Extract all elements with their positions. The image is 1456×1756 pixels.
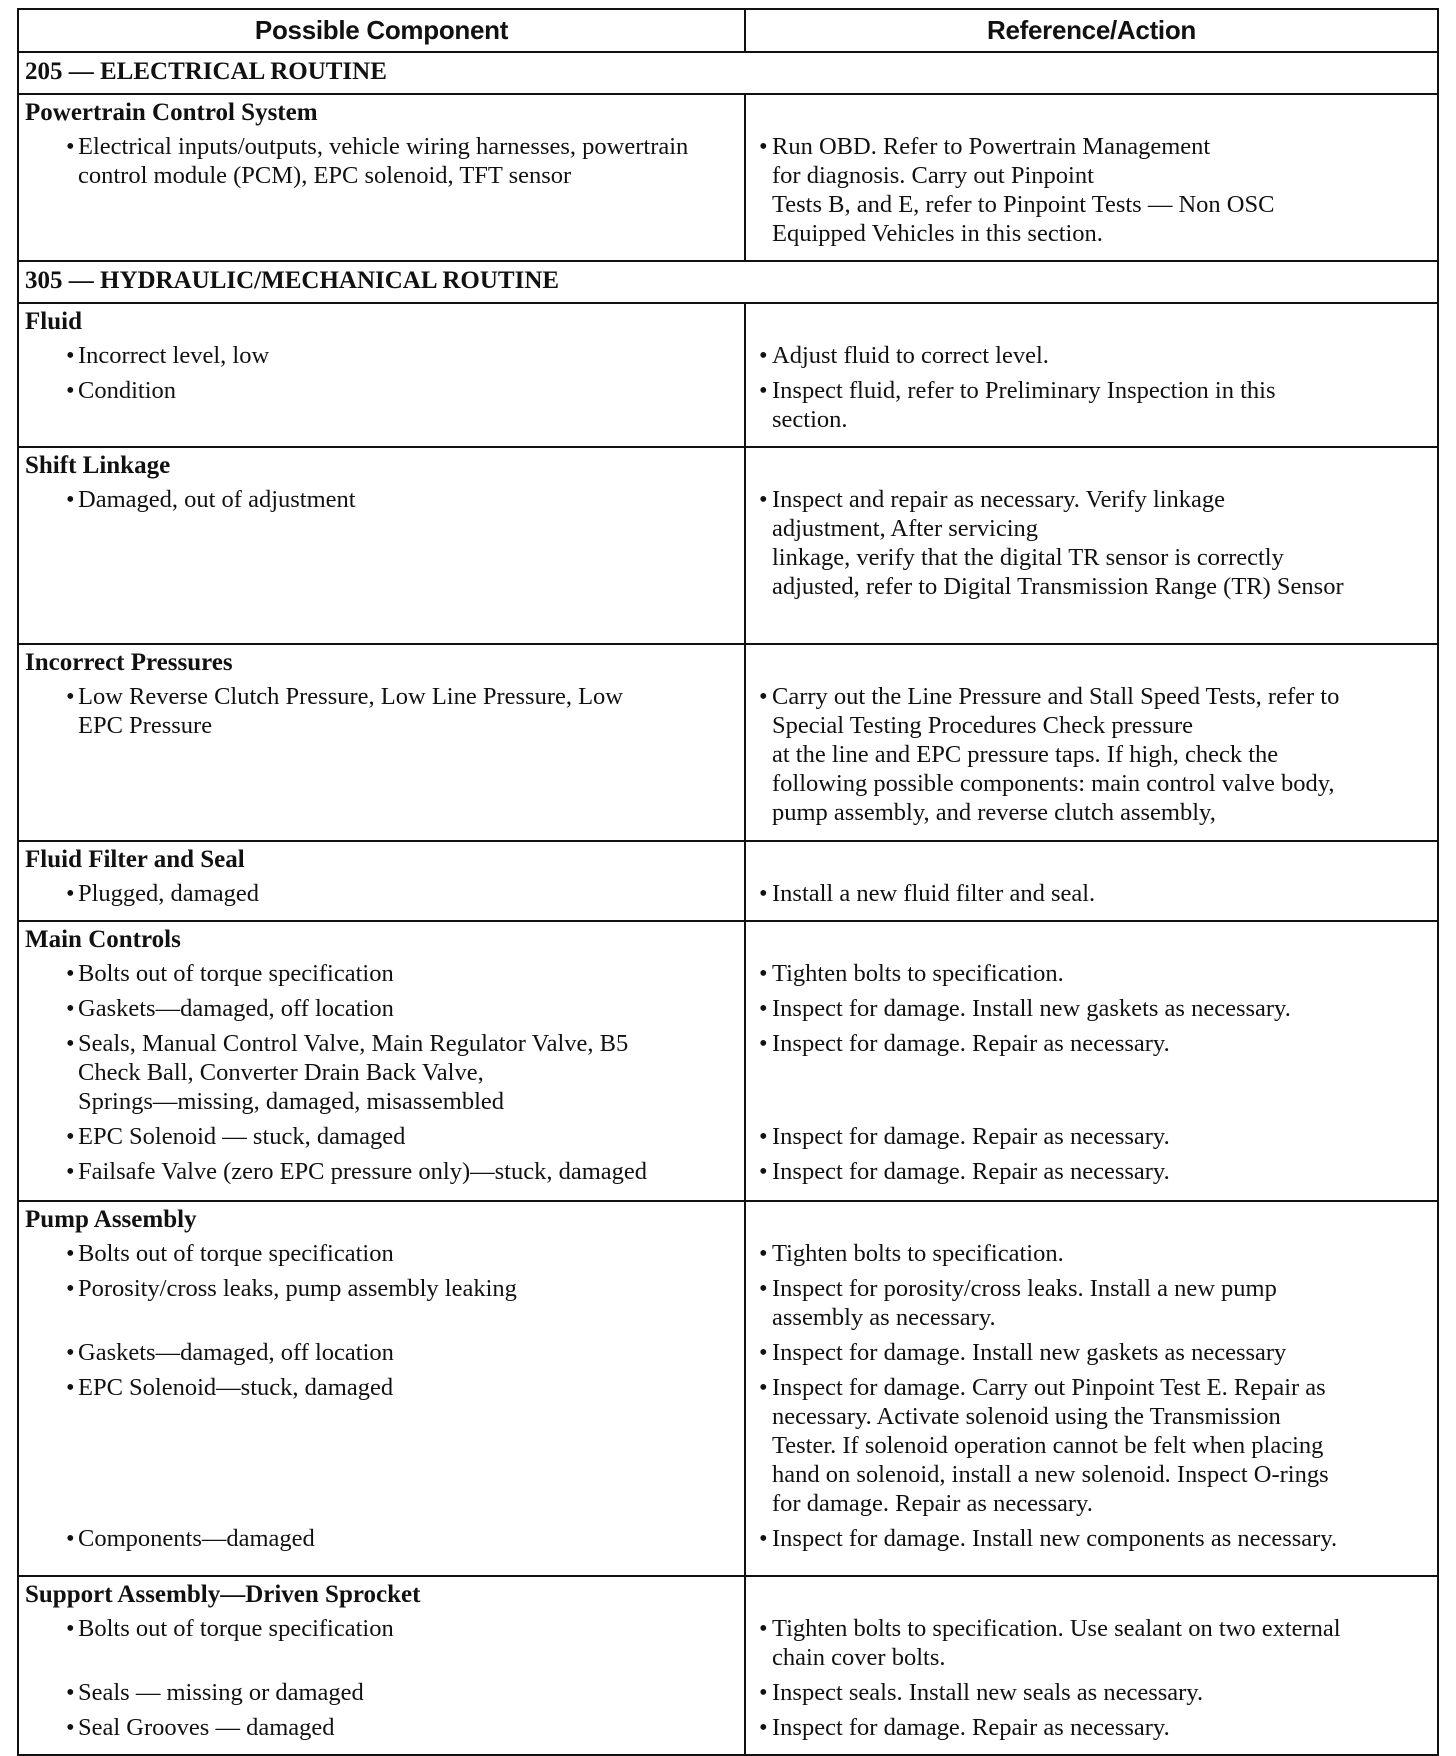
action-item: • Inspect for damage. Install new gaskets as necessary. bbox=[756, 994, 1429, 1023]
action-item: • Inspect fluid, refer to Preliminary Inspection in this section. bbox=[756, 376, 1429, 434]
action-item: • Inspect for damage. Repair as necessary. bbox=[756, 1029, 1429, 1058]
routine-row-305 bbox=[18, 261, 1438, 303]
component-item: • Gaskets—damaged, off location bbox=[25, 1338, 738, 1367]
action-item: • Run OBD. Refer to Powertrain Management for diagnosis. Carry out Pinpoint Tests B, and E, refer to Pinpoint Tests — Non OSC Equipped Vehicles in this section. bbox=[756, 132, 1429, 248]
column-header-reference: Reference/Action bbox=[745, 9, 1438, 52]
table-row bbox=[18, 841, 1438, 921]
action-item: • Inspect and repair as necessary. Verify linkage adjustment, After servicing linkage, verify that the digital TR sensor is correctly adjusted, refer to Digital Transmission Range (TR) Sensor bbox=[756, 485, 1429, 601]
table-row bbox=[18, 447, 1438, 644]
component-title: Incorrect Pressures bbox=[25, 649, 233, 676]
component-item: • Low Reverse Clutch Pressure, Low Line Pressure, Low EPC Pressure bbox=[25, 682, 738, 740]
routine-heading: 205 — ELECTRICAL ROUTINE bbox=[18, 52, 1438, 94]
component-item: • EPC Solenoid — stuck, damaged bbox=[25, 1122, 738, 1151]
diagnosis-table bbox=[17, 8, 1439, 1756]
action-item: • Inspect for damage. Repair as necessary. bbox=[756, 1122, 1429, 1151]
component-item: • Components—damaged bbox=[25, 1524, 738, 1553]
table-row bbox=[18, 94, 1438, 261]
component-cell bbox=[18, 1576, 745, 1755]
action-item: • Tighten bolts to specification. bbox=[756, 959, 1429, 988]
component-item: • Gaskets—damaged, off location bbox=[25, 994, 738, 1023]
table-row bbox=[18, 1576, 1438, 1755]
action-cell bbox=[745, 1201, 1438, 1576]
table-row bbox=[18, 644, 1438, 841]
action-cell bbox=[745, 303, 1438, 447]
component-item: • Seals, Manual Control Valve, Main Regulator Valve, B5 Check Ball, Converter Drain Back Valve, Springs—missing, damaged, misassembled bbox=[25, 1029, 738, 1116]
component-cell bbox=[18, 447, 745, 644]
routine-heading: 305 — HYDRAULIC/MECHANICAL ROUTINE bbox=[18, 261, 1438, 303]
component-title: Pump Assembly bbox=[25, 1206, 197, 1233]
component-title: Fluid Filter and Seal bbox=[25, 846, 245, 873]
component-item: • Seals — missing or damaged bbox=[25, 1678, 738, 1707]
action-item: • Carry out the Line Pressure and Stall Speed Tests, refer to Special Testing Procedures Check pressure at the line and EPC pressure taps. If high, check the following possible components: main control valve body, pump assembly, and reverse clutch assembly, bbox=[756, 682, 1429, 827]
action-item: • Adjust fluid to correct level. bbox=[756, 341, 1429, 370]
action-item: • Inspect for porosity/cross leaks. Install a new pump assembly as necessary. bbox=[756, 1274, 1429, 1332]
component-item: • Bolts out of torque specification bbox=[25, 959, 738, 988]
action-item: • Tighten bolts to specification. Use sealant on two external chain cover bolts. bbox=[756, 1614, 1429, 1672]
component-item: • Bolts out of torque specification bbox=[25, 1614, 738, 1643]
component-item: • Bolts out of torque specification bbox=[25, 1239, 738, 1268]
action-cell bbox=[745, 447, 1438, 644]
action-item: • Inspect for damage. Repair as necessary. bbox=[756, 1157, 1429, 1186]
action-cell bbox=[745, 644, 1438, 841]
component-title: Shift Linkage bbox=[25, 452, 171, 479]
routine-row-205 bbox=[18, 52, 1438, 94]
action-item: • Inspect seals. Install new seals as necessary. bbox=[756, 1678, 1429, 1707]
component-cell bbox=[18, 841, 745, 921]
component-cell bbox=[18, 644, 745, 841]
action-item: • Inspect for damage. Install new gaskets as necessary bbox=[756, 1338, 1429, 1367]
component-title: Powertrain Control System bbox=[25, 99, 318, 126]
component-item: • Damaged, out of adjustment bbox=[25, 485, 738, 514]
action-cell bbox=[745, 1576, 1438, 1755]
component-item: • Seal Grooves — damaged bbox=[25, 1713, 738, 1742]
table-row bbox=[18, 1201, 1438, 1576]
action-item: • Inspect for damage. Carry out Pinpoint Test E. Repair as necessary. Activate solenoid using the Transmission Tester. If solenoid operation cannot be felt when placing hand on solenoid, install a new solenoid. Inspect O-rings for damage. Repair as necessary. bbox=[756, 1373, 1429, 1518]
action-item: • Inspect for damage. Install new components as necessary. bbox=[756, 1524, 1429, 1553]
component-item: • Electrical inputs/outputs, vehicle wiring harnesses, powertrain control module (PCM), EPC solenoid, TFT sensor bbox=[25, 132, 738, 190]
component-cell bbox=[18, 921, 745, 1201]
component-cell bbox=[18, 94, 745, 261]
column-header-component: Possible Component bbox=[18, 9, 745, 52]
component-item: • Condition bbox=[25, 376, 738, 405]
component-title: Support Assembly—Driven Sprocket bbox=[25, 1581, 421, 1608]
action-cell bbox=[745, 841, 1438, 921]
component-item: • Failsafe Valve (zero EPC pressure only)—stuck, damaged bbox=[25, 1157, 738, 1186]
component-title: Fluid bbox=[25, 308, 82, 335]
action-item: • Install a new fluid filter and seal. bbox=[756, 879, 1429, 908]
action-item: • Inspect for damage. Repair as necessary. bbox=[756, 1713, 1429, 1742]
action-cell bbox=[745, 94, 1438, 261]
table-header-row bbox=[18, 9, 1438, 52]
table-row bbox=[18, 303, 1438, 447]
component-cell bbox=[18, 1201, 745, 1576]
component-title: Main Controls bbox=[25, 926, 181, 953]
component-item: • EPC Solenoid—stuck, damaged bbox=[25, 1373, 738, 1402]
diagnosis-document bbox=[17, 8, 1437, 1756]
component-item: • Porosity/cross leaks, pump assembly leaking bbox=[25, 1274, 738, 1303]
action-item: • Tighten bolts to specification. bbox=[756, 1239, 1429, 1268]
action-cell bbox=[745, 921, 1438, 1201]
table-row bbox=[18, 921, 1438, 1201]
component-item: • Incorrect level, low bbox=[25, 341, 738, 370]
component-cell bbox=[18, 303, 745, 447]
component-item: • Plugged, damaged bbox=[25, 879, 738, 908]
